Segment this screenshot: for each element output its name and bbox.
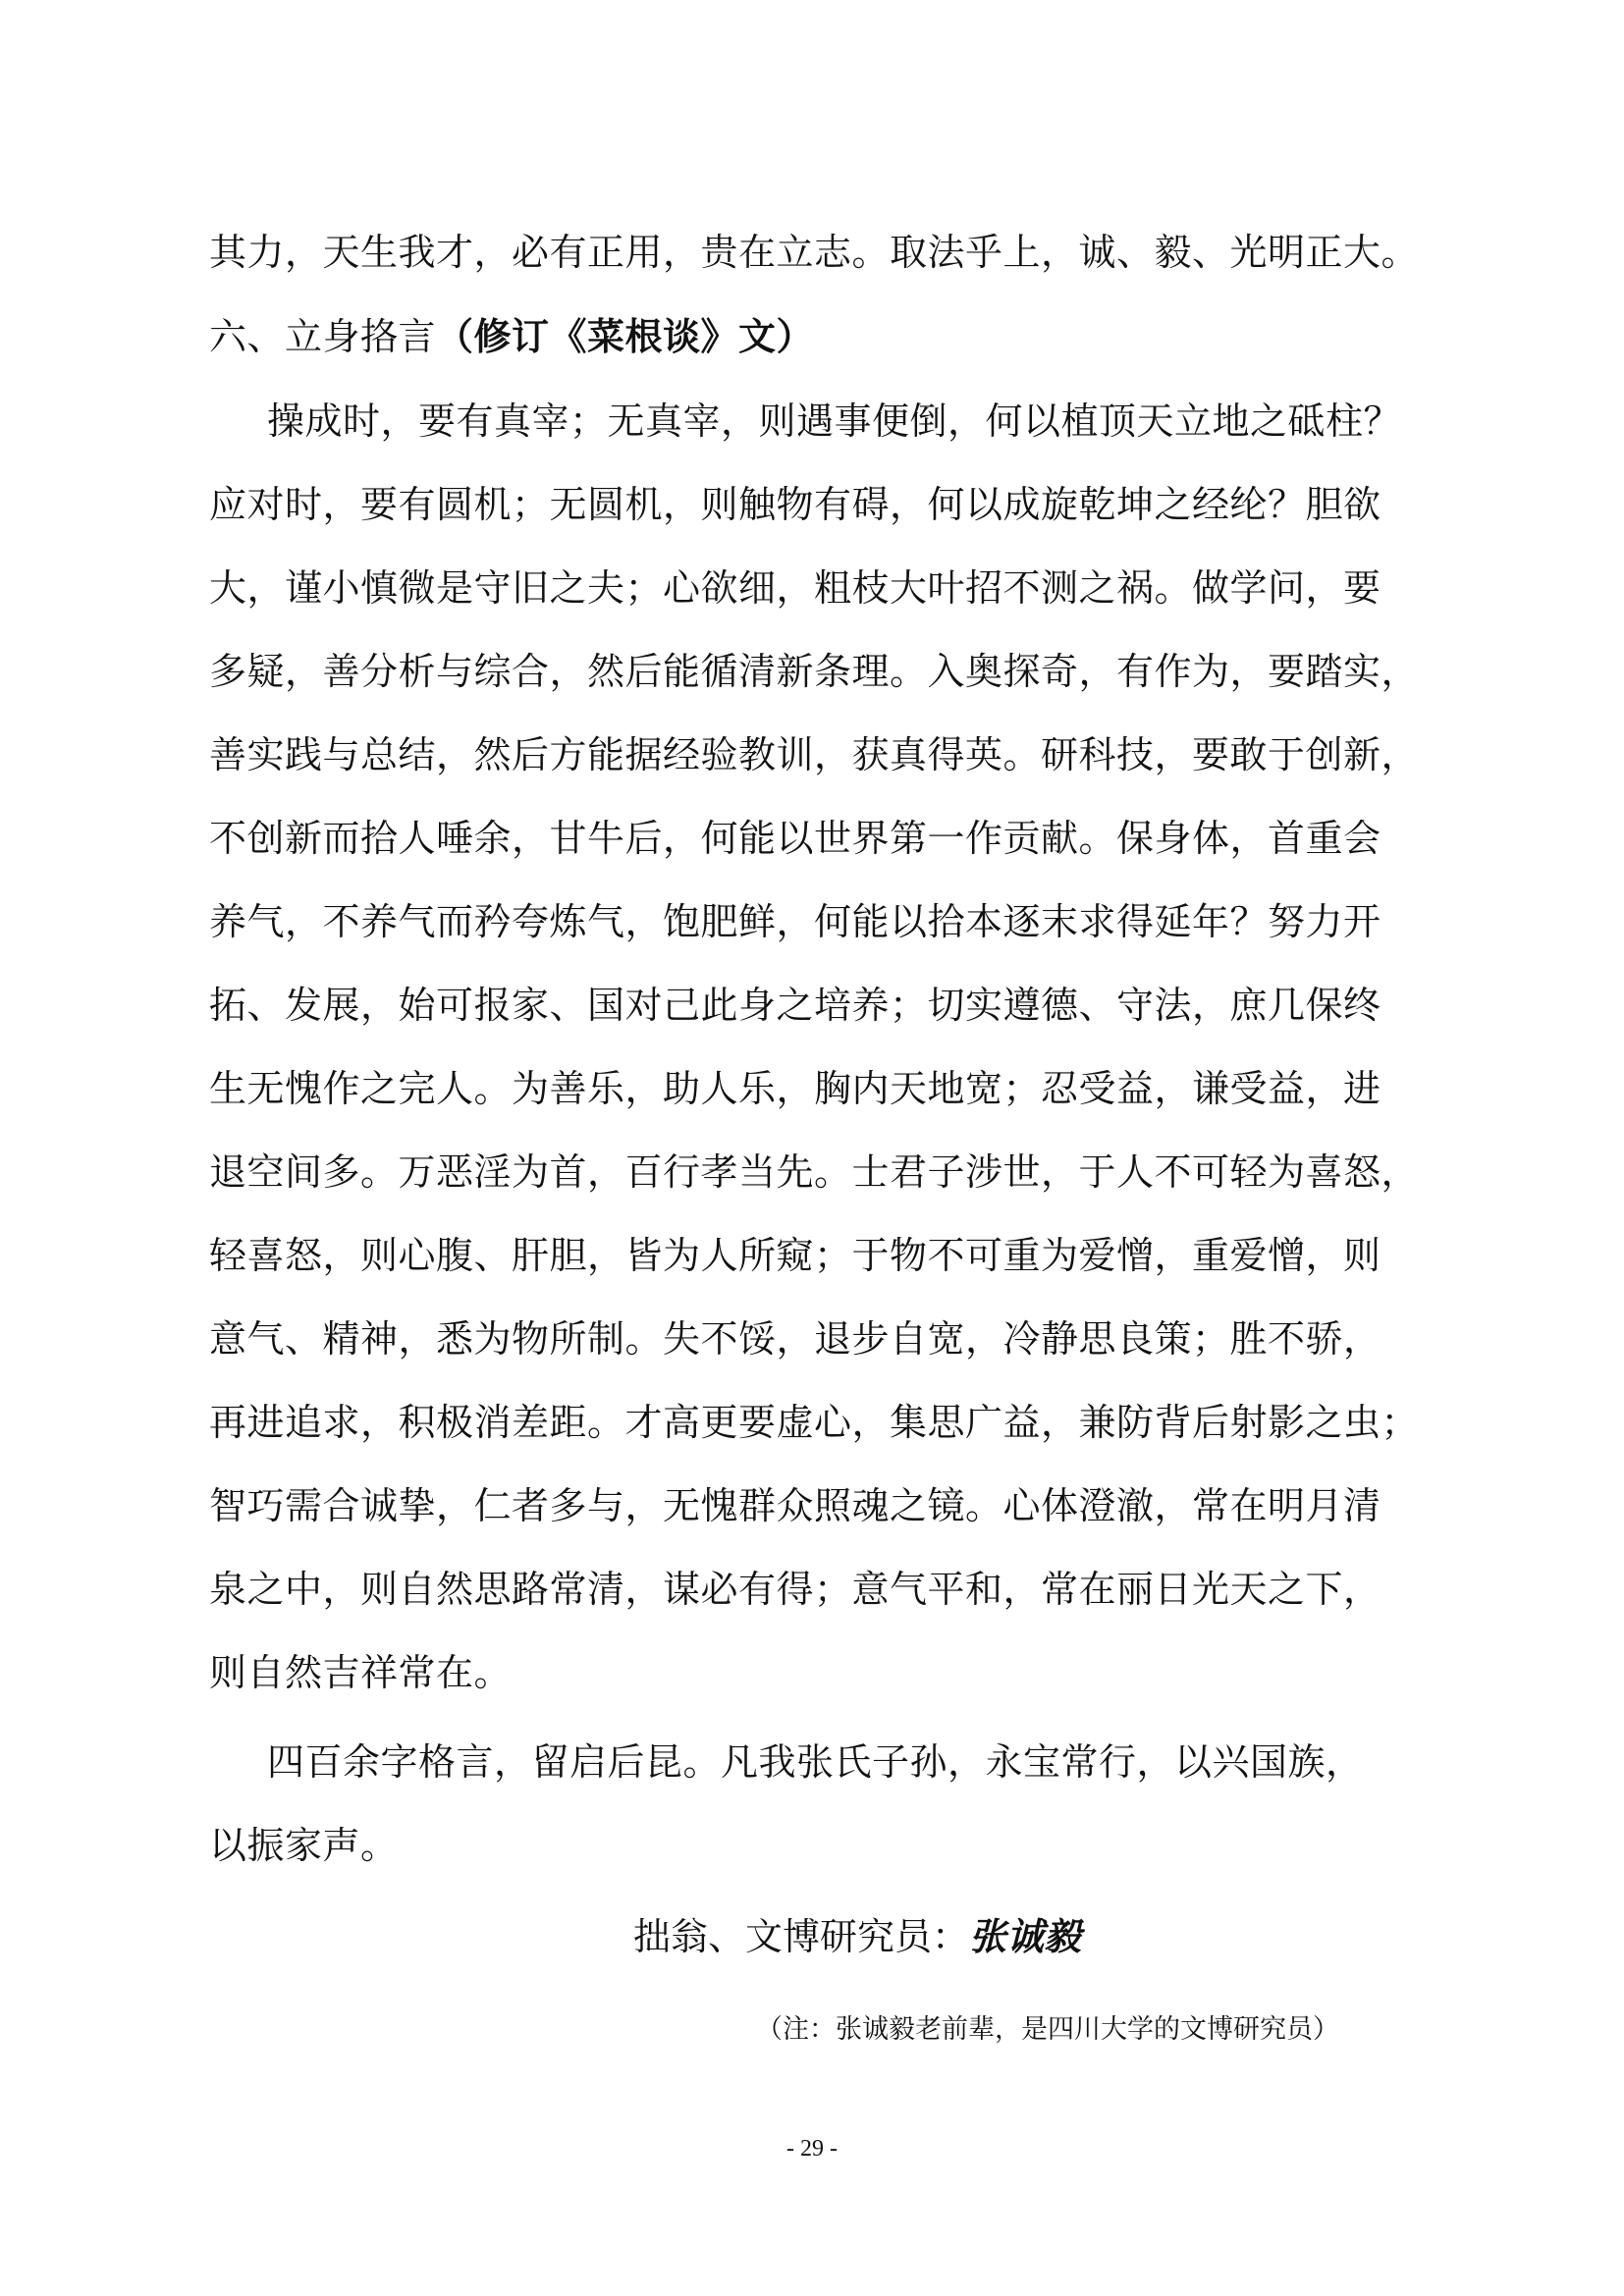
paragraph-line: 生无愧作之完人。为善乐，助人乐，胸内天地宽；忍受益，谦受益，进 — [209, 1067, 1381, 1110]
paragraph-line: 善实践与总结，然后方能据经验教训，获真得英。研科技，要敢于创新， — [209, 733, 1420, 776]
signature-label: 拙翁、文博研究员： — [633, 1915, 970, 1958]
paragraph-line: 应对时，要有圆机；无圆机，则触物有碍，何以成旋乾坤之经纶？胆欲 — [209, 483, 1381, 526]
paragraph-line: 不创新而拾人唾余，甘牛后，何能以世界第一作贡献。保身体，首重会 — [209, 817, 1381, 860]
paragraph-line: 退空间多。万恶淫为首，百行孝当先。士君子涉世，于人不可轻为喜怒， — [209, 1150, 1420, 1194]
paragraph-line: 多疑，善分析与综合，然后能循清新条理。入奥探奇，有作为，要踏实， — [209, 650, 1420, 693]
paragraph-line: 则自然吉祥常在。 — [209, 1651, 513, 1694]
page-number: - 29 - — [786, 2136, 838, 2162]
paragraph-line: 轻喜怒，则心腹、肝胆，皆为人所窥；于物不可重为爱憎，重爱憎，则 — [209, 1234, 1381, 1277]
footnote: （注：张诚毅老前辈，是四川大学的文博研究员） — [756, 2014, 1339, 2045]
section-heading-title: （修订《菜根谈》文） — [436, 315, 815, 358]
paragraph-line: 拓、发展，始可报家、国对己此身之培养；切实遵德、守法，庶几保终 — [209, 984, 1381, 1027]
paragraph-line: 泉之中，则自然思路常清，谋必有得；意气平和，常在丽日光天之下， — [209, 1568, 1381, 1611]
section-heading — [209, 312, 1407, 361]
paragraph-line: 操成时，要有真宰；无真宰，则遇事便倒，何以植顶天立地之砥柱？ — [267, 400, 1402, 443]
paragraph-line: 养气，不养气而矜夸炼气，饱肥鲜，何能以拾本逐末求得延年？努力开 — [209, 900, 1381, 943]
paragraph-line: 四百余字格言，留启后昆。凡我张氏子孙，永宝常行，以兴国族， — [267, 1740, 1364, 1784]
section-heading-prefix: 六、立身挌言 — [209, 315, 437, 358]
paragraph-line: 再进追求，积极消差距。才高更要虚心，集思广益，兼防背后射影之虫； — [209, 1401, 1420, 1444]
paragraph-line: 意气、精神，悉为物所制。失不馁，退步自宽，冷静思良策；胜不骄， — [209, 1317, 1381, 1361]
paragraph-line: 智巧需合诚挚，仁者多与，无愧群众照魂之镜。心体澄澈，常在明月清 — [209, 1484, 1381, 1527]
signature-name: 张诚毅 — [969, 1915, 1082, 1958]
opening-line: 其力，天生我才，必有正用，贵在立志。取法乎上，诚、毅、光明正大。 — [209, 231, 1420, 274]
paragraph-line: 大，谨小慎微是守旧之夫；心欲细，粗枝大叶招不测之祸。做学问，要 — [209, 566, 1381, 610]
paragraph-line: 以振家声。 — [209, 1824, 399, 1867]
signature — [633, 1912, 1081, 1961]
